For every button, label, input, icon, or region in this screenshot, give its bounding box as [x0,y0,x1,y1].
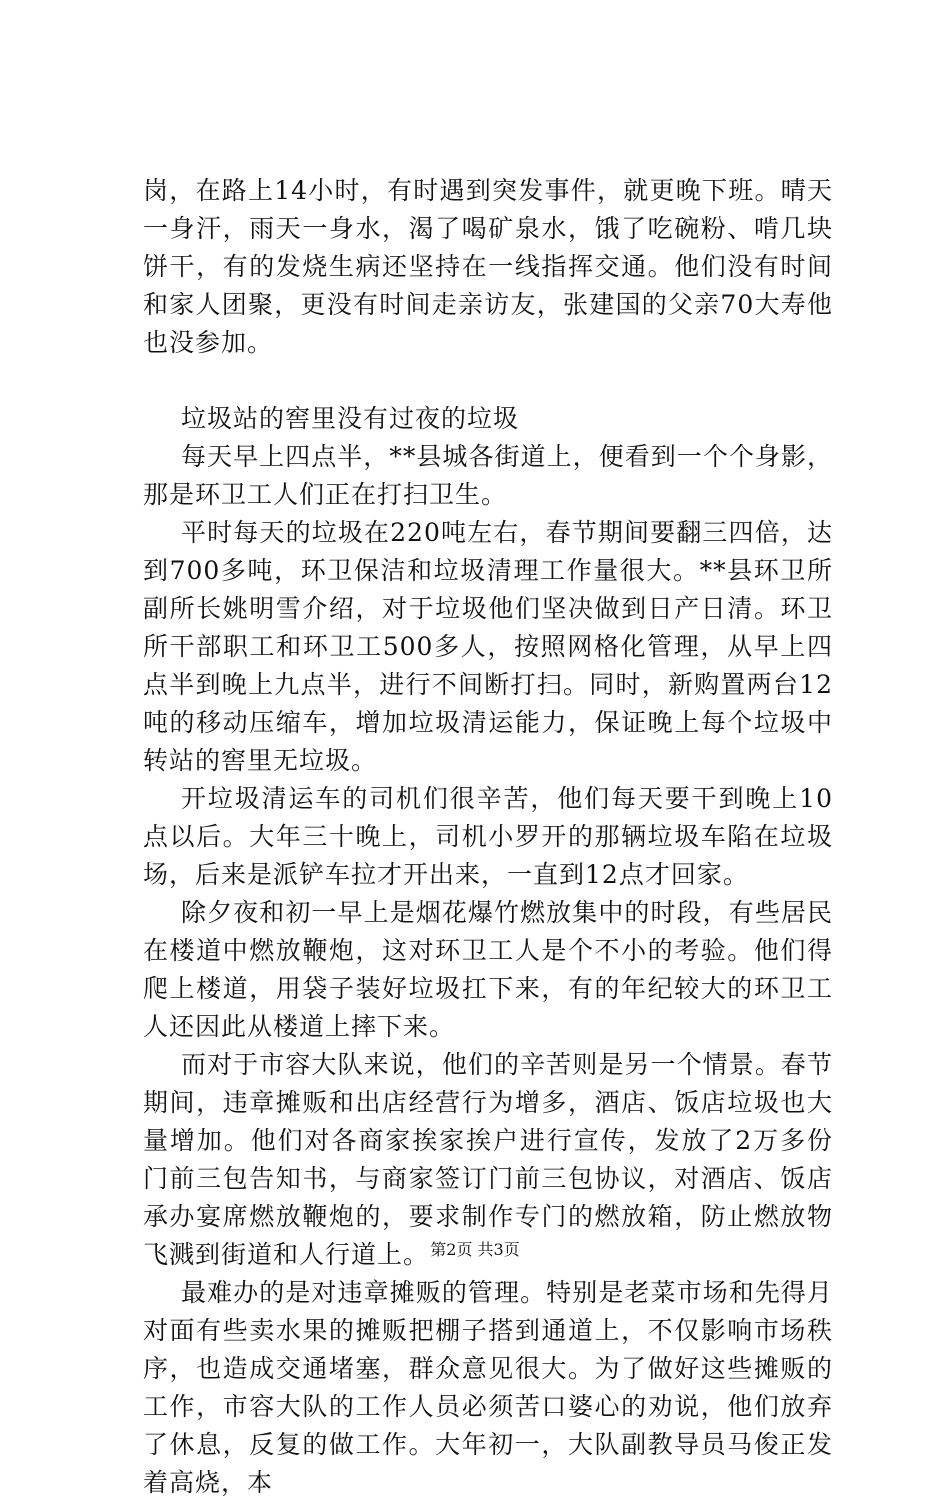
paragraph: 平时每天的垃圾在220吨左右，春节期间要翻三四倍，达到700多吨，环卫保洁和垃圾清理工作量很大。**县环卫所副所长姚明雪介绍，对于垃圾他们坚决做到日产日清。环卫所干部职工和环卫工500多人，按照网格化管理，从早上四点半到晚上九点半，进行不间断打扫。同时，新购置两台12吨的移动压缩车，增加垃圾清运能力，保证晚上每个垃圾中转站的窖里无垃圾。 [143,518,833,775]
section-heading: 垃圾站的窖里没有过夜的垃圾 [181,404,520,433]
paragraph-continued: 岗，在路上14小时，有时遇到突发事件，就更晚下班。晴天一身汗，雨天一身水，渴了喝矿泉水，饿了吃碗粉、啃几块饼干，有的发烧生病还坚持在一线指挥交通。他们没有时间和家人团聚，更没有时间走亲访友，张建国的父亲70大寿他也没参加。 [143,176,833,357]
paragraph: 而对于市容大队来说，他们的辛苦则是另一个情景。春节期间，违章摊贩和出店经营行为增多，酒店、饭店垃圾也大量增加。他们对各商家挨家挨户进行宣传，发放了2万多份门前三包告知书，与商家签订门前三包协议，对酒店、饭店承办宴席燃放鞭炮的，要求制作专门的燃放箱，防止燃放物飞溅到街道和人行道上。 [143,1050,833,1269]
paragraph: 除夕夜和初一早上是烟花爆竹燃放集中的时段，有些居民在楼道中燃放鞭炮，这对环卫工人是个不小的考验。他们得爬上楼道，用袋子装好垃圾扛下来，有的年纪较大的环卫工人还因此从楼道上摔下来。 [143,898,833,1041]
paragraph: 每天早上四点半，**县城各街道上，便看到一个个身影，那是环卫工人们正在打扫卫生。 [143,442,833,509]
document-body [143,172,833,1502]
paragraph: 最难办的是对违章摊贩的管理。特别是老菜市场和先得月对面有些卖水果的摊贩把棚子搭到通道上，不仅影响市场秩序，也造成交通堵塞，群众意见很大。为了做好这些摊贩的工作，市容大队的工作人员必须苦口婆心的劝说，他们放弃了休息，反复的做工作。大年初一，大队副教导员马俊正发着高烧，本 [143,1278,833,1497]
paragraph: 开垃圾清运车的司机们很辛苦，他们每天要干到晚上10点以后。大年三十晚上，司机小罗开的那辆垃圾车陷在垃圾场，后来是派铲车拉才开出来，一直到12点才回家。 [143,784,833,889]
page-number-footer: 第2页 共3页 [430,1240,520,1259]
